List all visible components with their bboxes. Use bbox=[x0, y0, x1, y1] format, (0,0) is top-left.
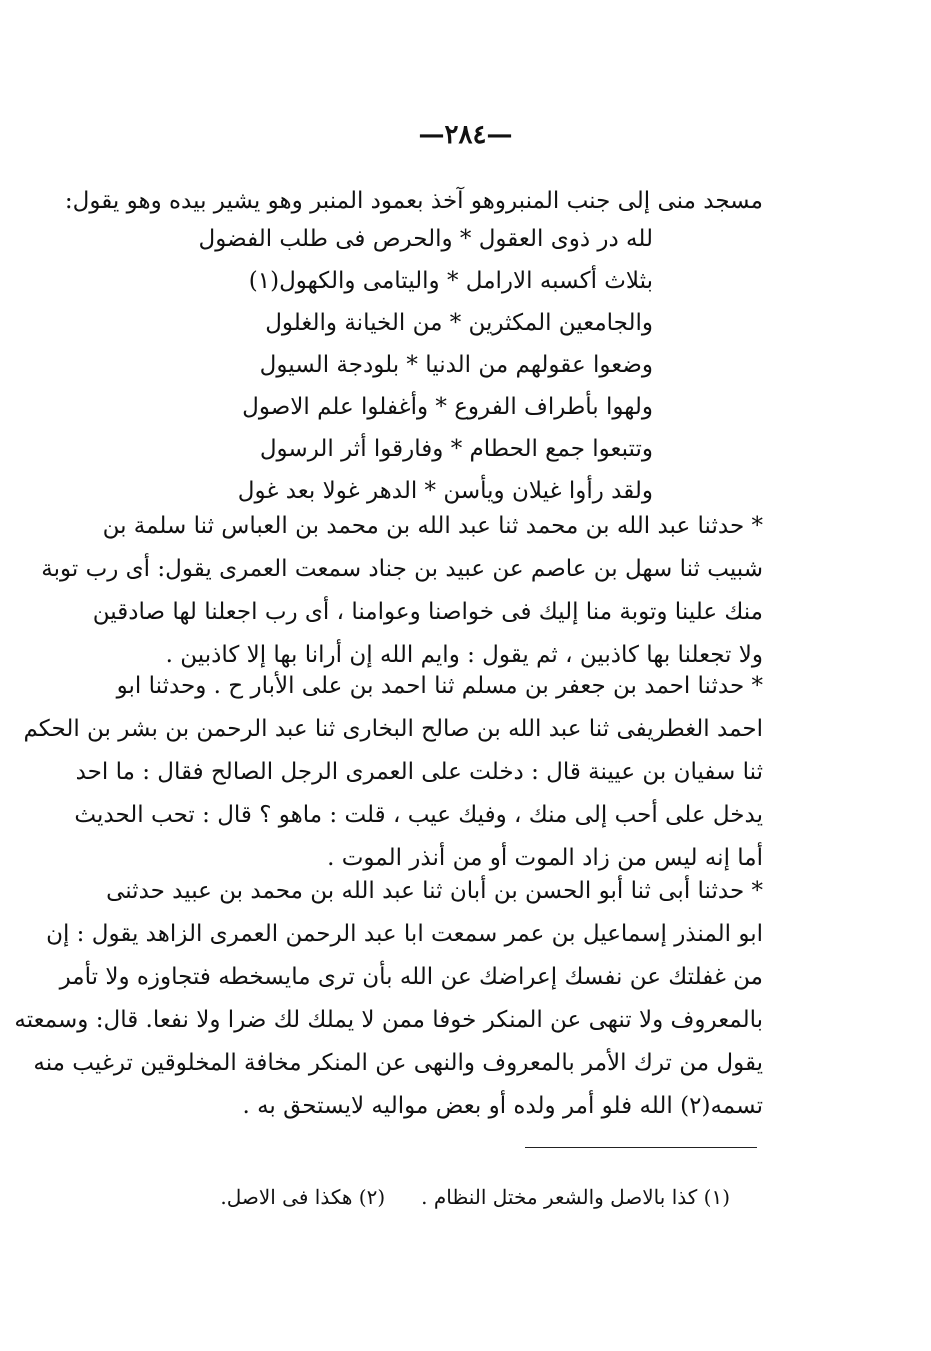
paragraph-line: * حدثنا احمد بن جعفر بن مسلم ثنا احمد بن على الأبار ح . وحدثنا ابو bbox=[116, 673, 763, 699]
paragraph-line: يقول من ترك الأمر بالمعروف والنهى عن المنكر مخافة المخلوقين ترغيب منه bbox=[33, 1050, 763, 1076]
footnotes bbox=[220, 1180, 730, 1214]
page-number: —٢٨٤— bbox=[418, 120, 513, 150]
intro-line: مسجد منى إلى جنب المنبروهو آخذ بعمود المنبر وهو يشير بيده وهو يقول: bbox=[64, 188, 763, 214]
footnote-divider bbox=[525, 1147, 757, 1148]
paragraph-line: تسمه(٢) الله فلو أمر ولده أو بعض مواليه لايستحق به . bbox=[242, 1093, 763, 1119]
paragraph-line: أما إنه ليس من زاد الموت أو من أنذر الموت . bbox=[327, 845, 763, 871]
poem-verse: بثلاث أكسبه الارامل * واليتامى والكهول(١) bbox=[248, 268, 653, 294]
paragraph-line: بالمعروف ولا تنهى عن المنكر خوفا ممن لا يملك لك ضرا ولا نفعا. قال: وسمعته bbox=[14, 1007, 763, 1033]
paragraph-2 bbox=[23, 665, 763, 880]
poem-verse: وتتبعوا جمع الحطام * وفارقوا أثر الرسول bbox=[259, 436, 653, 462]
paragraph-line: احمد الغطريفى ثنا عبد الله بن صالح البخارى ثنا عبد الرحمن بن بشر بن الحكم bbox=[23, 716, 763, 742]
paragraph-3 bbox=[14, 870, 763, 1128]
poem-verse: والجامعين المكثرين * من الخيانة والغلول bbox=[265, 310, 653, 336]
paragraph-line: ثنا سفيان بن عيينة قال : دخلت على العمرى الرجل الصالح فقال : ما احد bbox=[75, 759, 763, 785]
paragraph-line: يدخل على أحب إلى منك ، وفيك عيب ، قلت : ماهو ؟ قال : تحب الحديث bbox=[74, 802, 763, 828]
poem bbox=[198, 218, 653, 512]
footnote-2: (٢) هكذا فى الاصل. bbox=[220, 1185, 386, 1209]
paragraph-line: منك علينا وتوبة منا إليك فى خواصنا وعوامنا ، أى رب اجعلنا لها صادقين bbox=[92, 599, 763, 625]
paragraph-line: * حدثنا أبى ثنا أبو الحسن بن أبان ثنا عبد الله بن محمد بن عبيد حدثنى bbox=[106, 878, 763, 904]
footnote-1: (١) كذا بالاصل والشعر مختل النظام . bbox=[421, 1185, 730, 1209]
poem-verse: وضعوا عقولهم من الدنيا * بلودجة السيول bbox=[259, 352, 653, 378]
poem-verse: ولهوا بأطراف الفروع * وأغفلوا علم الاصول bbox=[242, 394, 653, 420]
poem-verse: لله در ذوى العقول * والحرص فى طلب الفضول bbox=[198, 226, 653, 252]
paragraph-line: * حدثنا عبد الله بن محمد ثنا عبد الله بن محمد بن العباس ثنا سلمة بن bbox=[102, 513, 763, 539]
intro-paragraph bbox=[64, 180, 763, 223]
paragraph-1 bbox=[41, 505, 763, 677]
paragraph-line: شبيب ثنا سهل بن عاصم عن عبيد بن جناد سمعت العمرى يقول: أى رب توبة bbox=[41, 556, 763, 582]
paragraph-line: من غفلتك عن نفسك إعراضك عن الله بأن ترى مايسخطه فتجاوزه ولا تأمر bbox=[59, 964, 763, 990]
poem-verse: ولقد رأوا غيلان ويأسن * الدهر غولا بعد غول bbox=[237, 478, 653, 504]
paragraph-line: ولا تجعلنا بها كاذبين ، ثم يقول : وايم الله إن أرانا بها إلا كاذبين . bbox=[165, 642, 763, 668]
paragraph-line: ابو المنذر إسماعيل بن عمر سمعت ابا عبد الرحمن العمرى الزاهد يقول : إن bbox=[46, 921, 763, 947]
